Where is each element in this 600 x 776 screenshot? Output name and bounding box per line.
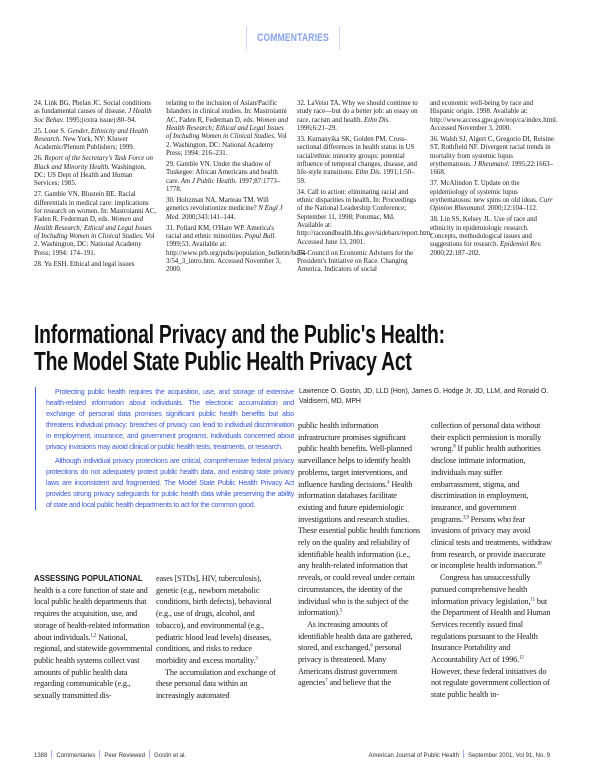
italic-citation: N Engl J Med. (166, 205, 283, 221)
body-paragraph (156, 573, 278, 667)
text-run: 1991;1:50–59. (297, 169, 415, 185)
text-run: National, regional, and statewide governmental public health systems collect vast amounts of public health data regarding communicable (e.g., sexually transmitted dis- (34, 632, 153, 701)
body-paragraph (431, 572, 553, 701)
text-run: 1997;87:1773–1778. (166, 177, 281, 194)
body-column-2 (156, 573, 278, 702)
article-title (34, 322, 460, 376)
text-run: 38. Lin SS, Kelsey JL. Use of race and ethnicity in epidemiologic research. Concepts, methodological issues and suggestions for research. (430, 216, 537, 249)
reference-entry (430, 180, 554, 213)
body-paragraph (298, 420, 420, 619)
references-column-2 (166, 100, 308, 277)
reference-entry (34, 191, 158, 258)
italic-citation: Ethn Dis. (363, 116, 391, 124)
text-run: As increasing amounts of identifiable health data are gathered, stored, and exchanged, (298, 619, 413, 653)
text-run: relating to the inclusion of Asian/Pacific Islanders in clinical studies. In: Mastroianni AC, Faden R, Federman D, eds. (166, 100, 287, 124)
references-column-4 (430, 100, 558, 261)
text-run: 1999;53. Available at: http://www.prb.org/pubs/population_bulletin/bu54-3/54_3_intro.htm. Accessed November 3, 2000. (166, 241, 308, 274)
title-line-1: Informational Privacy and the Public's Health: (34, 321, 445, 349)
divider (51, 750, 52, 758)
text-run: 29. Gamble VN. Under the shadow of Tuskegee: African Americans and health care. (166, 161, 278, 185)
references-column-3 (297, 100, 433, 277)
section-header (246, 26, 340, 50)
reference-entry (166, 197, 290, 222)
text-run: but the Department of Health and Human Services recently issued final regulations pursuant to the Health Insurance Portability and Accountability Act of 1996. (431, 596, 551, 665)
abstract (35, 387, 294, 510)
text-run: 33. Kumanyika SK, Golden PM. Cross-sectional differences in health status in US racial/ethnic minority groups: potential influence of temporal changes, disease, and life-style transitions. (297, 135, 417, 177)
text-run: 24. Link BG, Phelan JC. Social conditions as fundamental causes of disease. (34, 100, 151, 116)
body-paragraph (34, 573, 156, 702)
text-run: personal privacy is threatened. Many Americans distrust government agencies (298, 643, 402, 688)
text-run: 26. (34, 155, 45, 163)
reference-entry (297, 136, 421, 186)
text-run: 2000;12:104–112. (485, 205, 538, 213)
text-run: Washington, DC: US Dept of Health and Human Services; 1985. (34, 163, 146, 188)
body-paragraph (431, 420, 553, 572)
page-footer (34, 750, 550, 759)
citation-superscript: 3,9 (462, 514, 469, 520)
reference-entry (34, 100, 158, 125)
text-run: However, these federal initiatives do not regulate government collection of state public health in- (431, 666, 550, 700)
journal-issue: September 2001, Vol 91, No. 9 (467, 753, 550, 759)
italic-citation: Women and Health Research; Ethical and Legal Issues of Including Women in Clinical Studies. (166, 116, 289, 141)
reference-entry (34, 261, 158, 269)
italic-citation: Women and Health Research; Ethical and Legal Issues of Including Women in Clinical Studies. (34, 216, 152, 240)
references-column-1 (34, 100, 158, 272)
text-run: 36. Walsh SJ, Algert C, Gregorio DI, Reisine ST, Rothfield NF. Divergent racial trends in mortality from systemic lupus erythematosus. (430, 135, 554, 168)
text-run: 1995;22:1663–1668. (430, 161, 554, 177)
text-run: 2000;22:187–202. (430, 249, 481, 257)
text-run: collection of personal data without their explicit permission is morally wrong. (431, 421, 542, 454)
citation-superscript: 3 (255, 656, 258, 662)
text-run: Vol 2. Washington, DC: National Academy Press; 1994: 174–191. (34, 232, 155, 257)
reference-entry (430, 216, 554, 258)
reference-entry (34, 155, 158, 188)
body-column-4 (431, 420, 553, 701)
text-run: 32. LaVeist TA. Why we should continue to study race—but do a better job: an essay on race, racism and health. (297, 100, 418, 124)
footer-review: Peer Reviewed (104, 753, 146, 759)
divider (149, 750, 150, 758)
body-paragraph (156, 667, 278, 702)
reference-entry (297, 100, 421, 133)
citation-superscript: 6 (370, 643, 373, 649)
text-run: eases [STDs], HIV, tuberculosis), genetic (e.g., newborn metabolic conditions, birth defects), behavioral (e.g., use of drugs, alcohol, and tobacco), and environmental (e.g., pediatric blood lead levels) diseases, conditions, and risks to reduce morbidity and excess mortality. (156, 574, 272, 665)
text-run: and economic well-being by race and Hispanic origin. 1998. Available at: http://www.access.gpo.gov/eop/ca/index.html. Accessed November 3, 2000. (430, 100, 558, 133)
body-column-1 (34, 573, 156, 702)
reference-entry (166, 100, 290, 158)
citation-superscript: 11 (530, 596, 535, 602)
page-number: 1388 (34, 753, 48, 759)
abstract-paragraph: Protecting public health requires the acquisition, use, and storage of extensive health-related information about individuals. The electronic accumulation and exchange of personal data promises significant public health benefits but also threatens individual privacy; breaches of privacy can lead to individual discrimination in employment, insurance, and government programs. Individuals concerned about privacy invasions may avoid clinical or public health tests, treatments, or research. (46, 388, 294, 451)
italic-citation: Ethn Dis. (355, 169, 382, 177)
text-run: Persons who fear invasions of privacy may avoid clinical tests and treatments, withdraw from research, or provide inaccurate or incomplete health information. (431, 514, 552, 571)
text-run: Congress has unsuccessfully pursued comprehensive health information privacy legislation, (431, 573, 531, 606)
text-run: The accumulation and exchange of these personal data within an increasingly automated (156, 667, 276, 701)
citation-superscript: 5 (339, 608, 343, 614)
text-run: 1996;6:21–29. (297, 125, 338, 133)
italic-citation: Am J Public Health. (180, 177, 237, 185)
footer-authors: Gostin et al. (154, 753, 187, 759)
text-run: Vol 2. Washington, DC: National Academy Press; 1994: 216–231. (166, 133, 287, 158)
footer-left (34, 750, 186, 759)
abstract-paragraph: Although individual privacy protections are critical, comprehensive federal privacy protections do not adequately protect public health data, and existing state privacy laws are inconsistent and fragmented. The Model State Public Health Privacy Act provides strong privacy safeguards for public health data while preserving the ability of state and local public health departments to act for the common good. (46, 456, 294, 509)
footer-right (369, 750, 550, 759)
body-paragraph (298, 619, 420, 689)
italic-citation: Report of the Secretary's Task Force on Black and Minority Health. (34, 155, 153, 171)
reference-entry (166, 161, 290, 194)
text-run: 30. Holtzman NA, Marteau TM. Will genetics revolutionize medicine? (166, 196, 269, 213)
text-run: 34. Call to action: eliminating racial and ethnic disparities in health. In: Proceedings of the National Leadership Conference; September 11, 1998; Potomac, Md. Available at: http://raceandhealth.hhs.gov/sidebars/report.htm. Accessed June 13, 2001. (297, 188, 433, 246)
reference-entry (297, 188, 433, 247)
text-run: 31. Pollard KM, O'Hare WP. America's racial and ethnic minorities. (166, 224, 274, 240)
text-run: Health information databases facilitate existing and future epidemiologic investigations and research studies. These essential public health functions rely on the quality and reliability of identifiable health information (i.e., any health-related information that reveals, or could reveal under certain circumstances, the identity of the individual who is the subject of the information). (298, 479, 420, 618)
citation-superscript: 4 (387, 479, 390, 485)
citation-superscript: 10 (536, 561, 542, 567)
lead-in-heading: ASSESSING POPULATIONAL (34, 574, 143, 583)
text-run: 27. Gamble VN, Blustein BE. Racial differentials in medical care: implications for research on women. In: Mastroianni AC, Faden R, Federman D, eds. (34, 191, 157, 224)
text-run: 25. Loue S. (34, 127, 68, 135)
text-run: If public health authorities disclose intimate information, individuals may suffer embarrassment, stigma, and discrimination in employment, insurance, and government programs. (431, 444, 541, 524)
divider (463, 750, 464, 758)
text-run: 2000;343:141–144. (179, 213, 236, 221)
title-line-2: The Model State Public Health Privacy Act (34, 348, 412, 376)
italic-citation: Epidemiol Rev. (500, 241, 542, 249)
citation-superscript: 8 (453, 444, 456, 450)
footer-section: Commentaries (56, 753, 96, 759)
citation-superscript: 7 (325, 678, 328, 684)
section-label: COMMENTARIES (257, 32, 329, 44)
reference-entry (166, 224, 308, 275)
reference-entry (430, 136, 554, 178)
italic-citation: Gender, Ethnicity and Health Research. (34, 127, 149, 143)
citation-superscript: 1,2 (90, 632, 97, 638)
text-run: public health information infrastructure promises significant public health benefits. Well-planned surveillance helps to identify health problems, target interventions, and influence funding decisions. (298, 421, 412, 489)
author-list: Lawrence O. Gostin, JD, LLD (Hon), James G. Hodge Jr, JD, LLM, and Ronald O. Valdiserri, MD, MPH (299, 388, 549, 405)
italic-citation: Curr Opinion Rheumatol. (430, 196, 553, 213)
text-run: New York, NY: Kluwer Academic/Plenum Publishers; 1999. (34, 135, 135, 152)
reference-entry (34, 128, 158, 153)
italic-citation: J Health Soc Behav. (34, 108, 152, 124)
citation-superscript: 12 (519, 655, 524, 661)
text-run: health is a core function of state and local public health departments that requires the acquisition, use, and storage of health-related information about individuals. (34, 585, 150, 642)
text-run: 37. McAlindon T. Update on the epidemiology of systemic lupus erythematosus: new spins on old ideas. (430, 180, 540, 204)
text-run: 35. Council on Economic Advisers for the President's Initiative on Race. Changing America. Indicators of social (297, 249, 414, 274)
text-run: and believe that the (327, 678, 391, 688)
italic-citation: Popul Bull. (244, 232, 277, 240)
italic-citation: J Rheumatol. (473, 161, 510, 168)
text-run: 28. Yu ESH. Ethical and legal issues (34, 260, 135, 268)
reference-entry (297, 250, 421, 275)
journal-name: American Journal of Public Health (368, 753, 459, 759)
divider (99, 750, 100, 758)
body-column-3 (298, 420, 420, 689)
reference-entry (430, 100, 558, 133)
text-run: 1995;(extra issue):80–94. (64, 116, 137, 124)
